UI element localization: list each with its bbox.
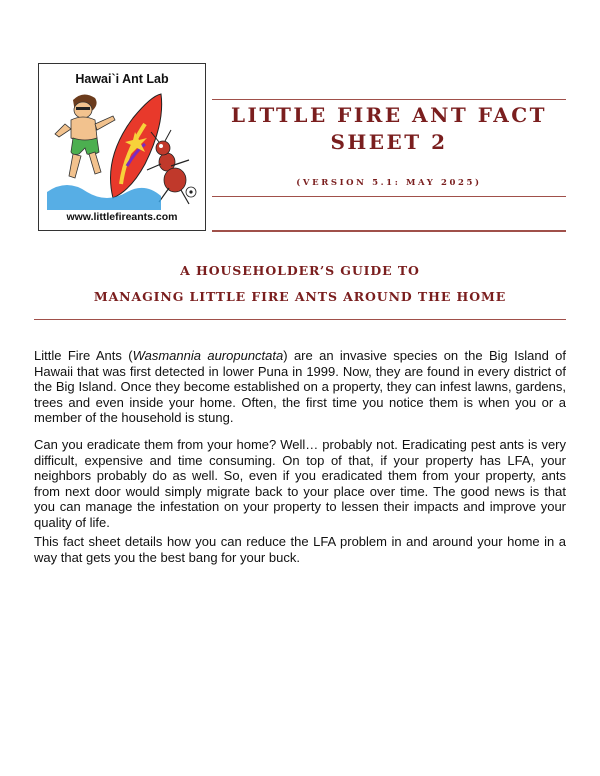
species-name: Wasmannia auropunctata: [132, 348, 284, 363]
eradication-paragraph: Can you eradicate them from your home? Well… probably not. Eradicating pest ants is very difficult, expensive and time consuming. On top of that, if your property has LFA, your neighbors probably do as well. So, even if you eradicated them from your property, ants from next door would simply migrate back to your place over time. The good news is that you can manage the infestation on your property to lessen their impacts and improve your quality of life.: [34, 437, 566, 530]
surfer-figure: [55, 94, 115, 178]
intro-text-start: Little Fire Ants (: [34, 348, 133, 363]
header-rule-mid: [212, 196, 566, 197]
surfer-and-ant-cartoon: [43, 88, 201, 210]
fact-sheet-paragraph: This fact sheet details how you can reduce the LFA problem in and around your home in a way that gets you the best bang for your buck.: [34, 534, 566, 565]
page-title-line-2: SHEET 2: [330, 130, 448, 154]
subheading-line-2: MANAGING LITTLE FIRE ANTS AROUND THE HOME: [93, 289, 507, 304]
section-divider: [34, 319, 566, 320]
subheading-line-1: A HOUSEHOLDER’S GUIDE TO: [180, 263, 420, 278]
logo-url: www.littlefireants.com: [66, 211, 178, 223]
intro-paragraph: [34, 348, 566, 426]
header-rule-top: [212, 99, 566, 100]
logo-title: Hawai`i Ant Lab: [75, 72, 169, 86]
version-label: (VERSION 5.1: MAY 2025): [296, 178, 482, 188]
page-title-line-1: LITTLE FIRE ANT FACT: [230, 103, 548, 127]
surfboard: [111, 94, 162, 198]
header-rule-bottom: [212, 230, 566, 232]
wave: [47, 185, 161, 210]
intro-text-end: ) are an invasive species on the Big Island of Hawaii that was first detected in lower Puna in 1999. Now, they are found in every district of the Big Island. Once they become established on a property, they can infest lawns, gardens, trees and even inside your home. Often, the first time you notice them is when you or a member of the household is stung.: [34, 348, 567, 426]
logo: [38, 63, 206, 231]
